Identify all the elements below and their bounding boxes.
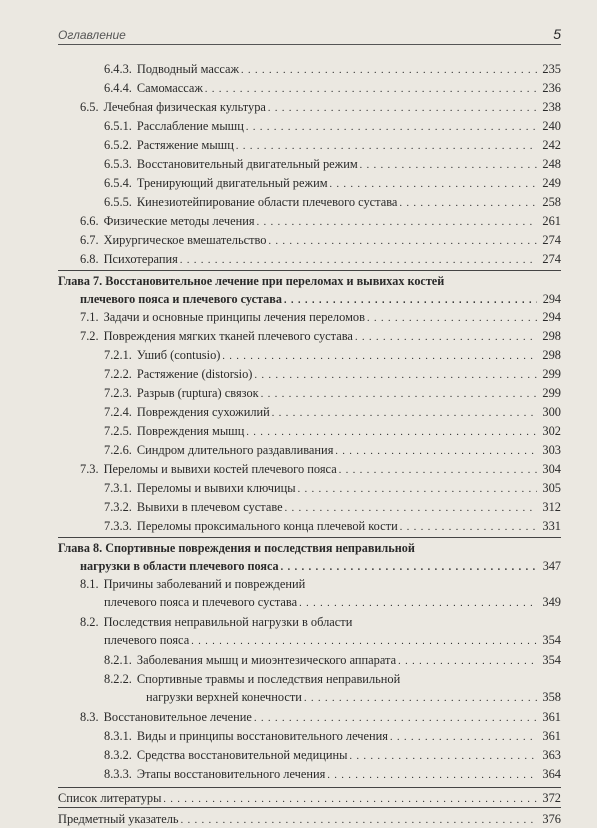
toc-page-number: 242 (542, 138, 561, 152)
dot-leader (236, 138, 537, 154)
toc-line (104, 424, 561, 440)
dot-leader (257, 214, 537, 230)
toc-line (104, 119, 561, 135)
dot-leader (222, 348, 537, 364)
dot-leader (398, 653, 537, 669)
toc-title: Синдром длительного раздавливания (136, 443, 334, 457)
toc-title: Растяжение мышц (136, 138, 234, 152)
dot-leader (285, 500, 537, 516)
dot-leader (241, 62, 537, 78)
toc-line (146, 690, 561, 706)
dot-leader (330, 176, 537, 192)
toc-number: 6.6. (80, 214, 99, 228)
toc-title: Список литературы (58, 791, 162, 805)
toc-line (104, 519, 561, 535)
toc-line (104, 595, 561, 611)
toc-title: Задачи и основные принципы лечения переломов (103, 310, 365, 324)
toc-page-number: 364 (542, 767, 561, 781)
toc-line (104, 633, 561, 649)
toc-number: 6.5.2. (104, 138, 132, 152)
toc-page-number: 249 (542, 176, 561, 190)
toc-number: 7.2.1. (104, 348, 132, 362)
toc-page-number: 236 (542, 81, 561, 95)
toc-line (104, 81, 561, 97)
toc-number: 8.1. (80, 577, 99, 591)
toc-title: Переломы и вывихи костей плечевого пояса (103, 462, 337, 476)
toc-page-number: 361 (542, 729, 561, 743)
dot-leader (367, 310, 537, 326)
toc-title: Ушиб (contusio) (136, 348, 221, 362)
toc-line (104, 405, 561, 421)
dot-leader (284, 292, 537, 308)
toc-number: 7.2.5. (104, 424, 132, 438)
toc-number: 6.5.1. (104, 119, 132, 133)
toc-page-number: 302 (542, 424, 561, 438)
toc-title: Повреждения мягких тканей плечевого сустава (103, 329, 353, 343)
toc-title: Разрыв (ruptura) связок (136, 386, 259, 400)
toc-number: 6.4.4. (104, 81, 132, 95)
toc-line (58, 791, 561, 807)
dot-leader (349, 748, 537, 764)
toc-line (104, 767, 561, 783)
dot-leader (355, 329, 537, 345)
toc-number: 6.7. (80, 233, 99, 247)
toc-line (80, 100, 561, 116)
toc-number: 6.5.4. (104, 176, 132, 190)
toc-chapter-title: Глава 8. Спортивные повреждения и последствия неправильной (58, 541, 415, 555)
toc-number: 6.5.3. (104, 157, 132, 171)
toc-title: Восстановительное лечение (103, 710, 252, 724)
toc-line (80, 214, 561, 230)
toc-chapter-heading (58, 541, 561, 556)
toc-number: 6.4.3. (104, 62, 132, 76)
toc-page-number: 304 (542, 462, 561, 476)
toc-number: 6.8. (80, 252, 99, 266)
dot-leader (272, 405, 537, 421)
toc-title: Восстановительный двигательный режим (136, 157, 358, 171)
toc-line (104, 729, 561, 745)
toc-line (104, 62, 561, 78)
toc-line (104, 653, 561, 669)
toc-line (80, 559, 561, 575)
dot-leader (180, 252, 537, 268)
toc-line (80, 329, 561, 345)
toc-title: Подводный массаж (136, 62, 240, 76)
toc-page-number: 299 (542, 367, 561, 381)
toc-line (80, 710, 561, 726)
toc-title: Самомассаж (136, 81, 203, 95)
toc-title: нагрузки верхней конечности (146, 690, 302, 704)
toc-number: 8.2.2. (104, 672, 132, 686)
toc-page-number: 347 (542, 559, 561, 573)
dot-leader (181, 812, 537, 828)
toc-number: 7.2. (80, 329, 99, 343)
toc-page-number: 294 (542, 292, 561, 306)
toc-title: Этапы восстановительного лечения (136, 767, 326, 781)
toc-page-number: 274 (542, 233, 561, 247)
toc-number: 6.5.5. (104, 195, 132, 209)
dot-leader (281, 559, 537, 575)
toc-title: Предметный указатель (58, 812, 179, 826)
toc-page-number: 298 (542, 329, 561, 343)
toc-line (104, 195, 561, 211)
toc-line (104, 443, 561, 459)
toc-page-number: 300 (542, 405, 561, 419)
toc-page-number: 248 (542, 157, 561, 171)
dot-leader (360, 157, 537, 173)
toc-number: 7.2.4. (104, 405, 132, 419)
toc-title: плечевого пояса и плечевого сустава (104, 595, 298, 609)
toc-number: 7.3. (80, 462, 99, 476)
toc-title: Повреждения сухожилий (136, 405, 270, 419)
dot-leader (335, 443, 537, 459)
toc-line (80, 577, 305, 592)
dot-leader (268, 100, 537, 116)
toc-line (104, 500, 561, 516)
dot-leader (163, 791, 537, 807)
toc-title: Средства восстановительной медицины (136, 748, 348, 762)
toc-line (104, 481, 561, 497)
dot-leader (390, 729, 537, 745)
dot-leader (254, 367, 537, 383)
toc-page-number: 240 (542, 119, 561, 133)
section-title: Оглавление (58, 28, 126, 42)
toc-page-number: 354 (542, 653, 561, 667)
toc-number: 8.3.2. (104, 748, 132, 762)
toc-page-number: 331 (542, 519, 561, 533)
toc-number: 7.2.6. (104, 443, 132, 457)
toc-number: 6.5. (80, 100, 99, 114)
toc-number: 7.2.2. (104, 367, 132, 381)
toc-number: 8.3. (80, 710, 99, 724)
toc-line (80, 233, 561, 249)
toc-number: 7.2.3. (104, 386, 132, 400)
dot-leader (327, 767, 537, 783)
running-header (58, 22, 561, 45)
toc-title: Физические методы лечения (103, 214, 255, 228)
toc-title: Расслабление мышц (136, 119, 244, 133)
toc-page-number: 358 (542, 690, 561, 704)
toc-chapter-heading (58, 274, 561, 289)
toc-page-number: 274 (542, 252, 561, 266)
toc-line (80, 292, 561, 308)
toc-line (104, 348, 561, 364)
dot-leader (400, 519, 537, 535)
toc-page-number: 363 (542, 748, 561, 762)
toc-number: 7.3.3. (104, 519, 132, 533)
toc-page-number: 258 (542, 195, 561, 209)
section-divider (58, 787, 561, 788)
toc-line (104, 672, 400, 687)
toc-number: 8.2. (80, 615, 99, 629)
page-number: 5 (553, 26, 561, 42)
dot-leader (298, 481, 537, 497)
toc-page-number: 238 (542, 100, 561, 114)
toc-line (80, 310, 561, 326)
toc-title: плечевого пояса (104, 633, 190, 647)
toc-line (104, 367, 561, 383)
toc-line (58, 812, 561, 828)
toc-page-number: 298 (542, 348, 561, 362)
toc-title: Кинезиотейпирование области плечевого сустава (136, 195, 398, 209)
toc-number: 8.3.1. (104, 729, 132, 743)
toc-page-number: 354 (542, 633, 561, 647)
toc-page-number: 235 (542, 62, 561, 76)
toc-number: 8.3.3. (104, 767, 132, 781)
toc-page-number: 312 (542, 500, 561, 514)
toc-title: Повреждения мышц (136, 424, 245, 438)
toc-title: Последствия неправильной нагрузки в области (103, 615, 353, 629)
toc-title: Спортивные травмы и последствия неправильной (136, 672, 401, 686)
toc-line (104, 748, 561, 764)
toc-page-number: 376 (542, 812, 561, 826)
section-divider (58, 537, 561, 538)
toc-line (80, 462, 561, 478)
toc-number: 7.3.1. (104, 481, 132, 495)
toc-title: Тренирующий двигательный режим (136, 176, 328, 190)
toc-number: 7.1. (80, 310, 99, 324)
toc-line (104, 157, 561, 173)
toc-line (104, 386, 561, 402)
toc-title: Психотерапия (103, 252, 178, 266)
toc-title: Переломы и вывихи ключицы (136, 481, 296, 495)
toc-title: Причины заболеваний и повреждений (103, 577, 306, 591)
toc-page-number: 372 (542, 791, 561, 805)
dot-leader (191, 633, 537, 649)
toc-line (80, 252, 561, 268)
dot-leader (261, 386, 537, 402)
dot-leader (339, 462, 537, 478)
toc-title: Лечебная физическая культура (103, 100, 266, 114)
toc-chapter-title: Глава 7. Восстановительное лечение при переломах и вывихах костей (58, 274, 445, 288)
toc-title: нагрузки в области плечевого пояса (80, 559, 279, 573)
toc-page-number: 305 (542, 481, 561, 495)
toc-line (104, 138, 561, 154)
toc-title: Заболевания мышц и миоэнтезического аппарата (136, 653, 397, 667)
dot-leader (246, 424, 537, 440)
toc-number: 7.3.2. (104, 500, 132, 514)
dot-leader (399, 195, 537, 211)
dot-leader (254, 710, 537, 726)
toc-title: Виды и принципы восстановительного лечения (136, 729, 388, 743)
toc-page-number: 349 (542, 595, 561, 609)
dot-leader (299, 595, 537, 611)
toc-page-number: 303 (542, 443, 561, 457)
toc-page-number: 361 (542, 710, 561, 724)
toc-number: 8.2.1. (104, 653, 132, 667)
dot-leader (304, 690, 537, 706)
section-divider (58, 270, 561, 271)
toc-title: плечевого пояса и плечевого сустава (80, 292, 282, 306)
toc-title: Растяжение (distorsio) (136, 367, 253, 381)
toc-title: Хирургическое вмешательство (103, 233, 267, 247)
toc-line (80, 615, 352, 630)
dot-leader (269, 233, 537, 249)
toc-line (104, 176, 561, 192)
toc-title: Вывихи в плечевом суставе (136, 500, 283, 514)
toc-page-number: 299 (542, 386, 561, 400)
toc-page-number: 261 (542, 214, 561, 228)
toc-page-number: 294 (542, 310, 561, 324)
dot-leader (205, 81, 537, 97)
section-divider (58, 807, 561, 808)
toc-title: Переломы проксимального конца плечевой кости (136, 519, 398, 533)
dot-leader (246, 119, 537, 135)
